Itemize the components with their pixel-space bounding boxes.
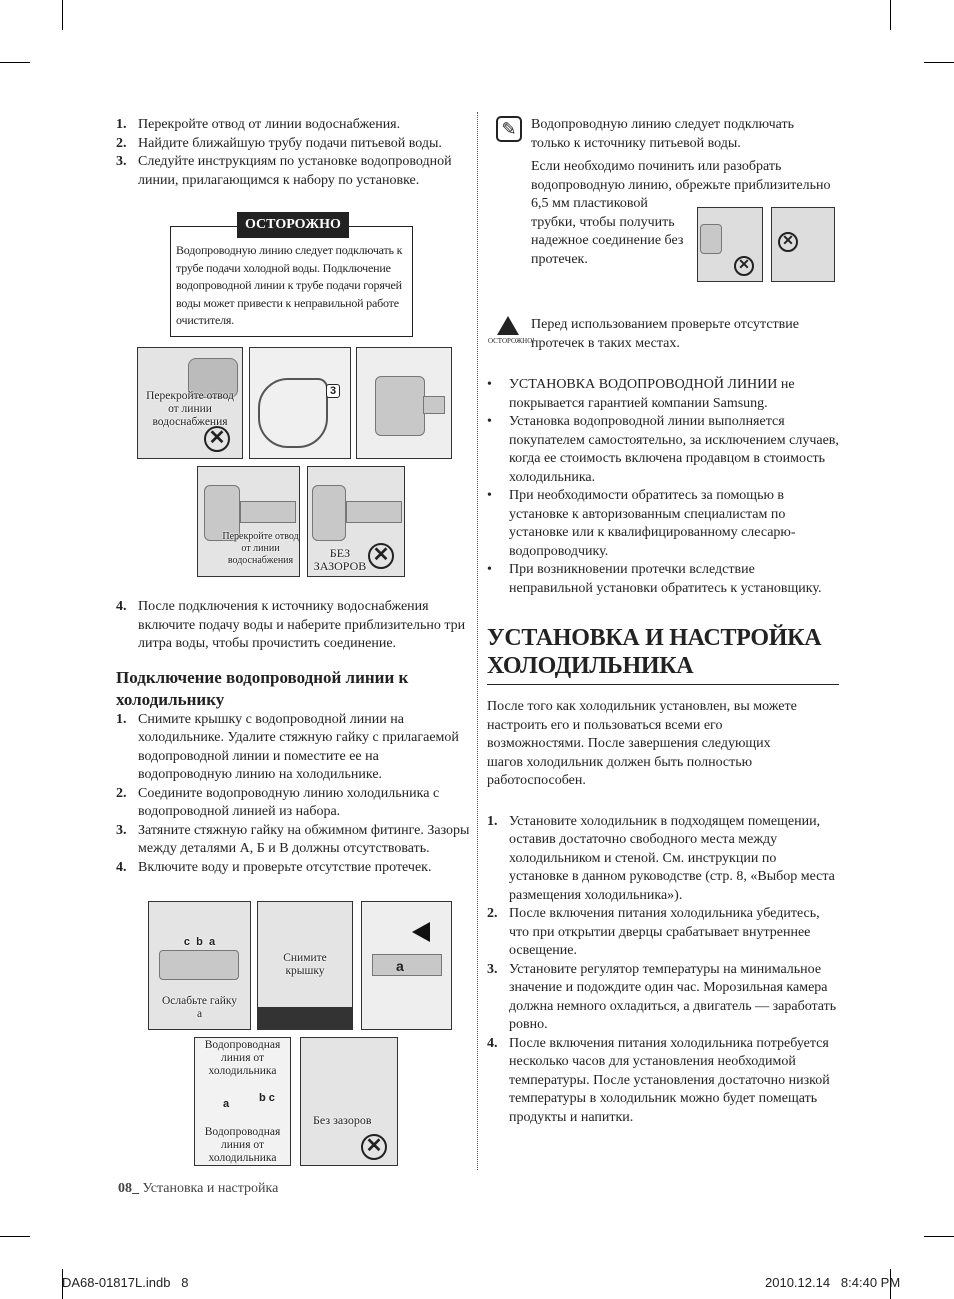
list-item: • Установка водопроводной линии выполняется покупателем самостоятельно, за исключением случаев, когда ее стоимость включена продавцом в стоимость холодильника. [487,413,839,487]
crop-mark [0,1236,30,1237]
print-date: 2010.12.14 8:4:40 PM [765,1275,901,1290]
illustration-shutoff-valve: ✕ Перекройте отвод от линии водоснабжения [137,347,243,459]
prohibited-icon: ✕ [368,543,394,569]
warning-text: Перед использованием проверьте отсутствие протечек в таких местах. [531,317,799,351]
intro-text: После того как холодильник установлен, вы можете настроить его и пользоваться всеми его возможностями. После завершения следующих шагов холодильник должен быть полностью работоспособен. [487,699,797,788]
page-footer [118,1180,278,1199]
illustration-loosen-nut: c b a Ослабьте гайку а [148,901,251,1030]
list-item: • При возникновении протечки вследствие неправильной установки обратитесь к установщику. [487,561,839,598]
illustration-no-gaps-2: Без зазоров ✕ [300,1037,398,1166]
list-item: • При необходимости обратитесь за помощью в установке к авторизованным специалистам по установке или к квалифицированному слесарю-водопроводчику. [487,487,839,561]
list-item: 1. Снимите крышку с водопроводной линии на холодильнике. Удалите стяжную гайку с прилагаемой водопроводной линии и поместите ее на водопроводную линию на холодильнике. [116,711,459,782]
illustration-no-gaps: ✕ БЕЗ ЗАЗОРОВ [307,466,405,577]
list-item: 2. Найдите ближайшую трубу подачи питьевой воды. [116,135,442,151]
note-icon: ✎ [496,116,522,142]
illustration-connect-lines: Водопроводная линия от холодильника a b c Водопроводная линия от холодильника [194,1037,291,1166]
steps-list-a [116,116,470,190]
warning-label: ОСТОРОЖНО! [488,337,535,345]
note-text-2: Если необходимо починить или разобрать водопроводную линию, обрежьте приблизительно 6,5 мм пластиковой трубки, чтобы получить надежное соединение без протечек. [531,159,831,267]
list-item: 1. Установите холодильник в подходящем помещении, оставив достаточно свободного места между холодильником и стеной. См. инструкции по установке в данном руководстве (стр. 8, «Выбор места размещения холодильника»). [487,813,835,903]
crop-mark [62,0,63,30]
list-item: • УСТАНОВКА ВОДОПРОВОДНОЙ ЛИНИИ не покрывается гарантией компании Samsung. [487,376,839,413]
illustration-cut-tube [697,207,763,282]
caution-box [170,217,413,337]
steps-list-a-cont [116,598,470,654]
list-item: 4. Включите воду и проверьте отсутствие протечек. [116,859,432,875]
page-number: 08_ [118,1181,139,1196]
file-name: DA68-01817L.indb 8 [62,1275,189,1290]
section-heading: Подключение водопроводной линии к холодильнику [116,667,409,709]
crop-mark [0,62,30,63]
right-column-main [487,376,839,1127]
list-item: 4. После подключения к источнику водоснабжения включите подачу воды и наберите приблизительно три литра воды, чтобы прочистить соединение. [116,599,466,651]
caution-label: ОСТОРОЖНО [237,212,349,238]
illustration-valve-close: Перекройте отвод от линии водоснабжения [197,466,300,577]
illustration-leak-check [771,207,835,282]
list-item: 1. Перекройте отвод от линии водоснабжения. [116,117,401,132]
list-item: 2. После включения питания холодильника убедитесь, что при открытии дверцы срабатывает внутреннее освещение. [487,906,820,958]
column-divider [477,112,478,1170]
list-item: 3. Установите регулятор температуры на минимальное значение и подождите один час. Морозильная камера должна немного охладиться, а двигатель — заработать ровно. [487,961,837,1032]
illustration-fitting [356,347,452,459]
step-number-badge: 3 [326,384,340,398]
illustration-remove-cap: Снимите крышку [257,901,353,1030]
caution-text: Водопроводную линию следует подключать к трубе подачи холодной воды. Подключение водопроводной линии к трубе подачи горячей воды может привести к неправильной работе очистителя. [176,243,403,327]
list-item: 2. Соедините водопроводную линию холодильника с водопроводной линией из набора. [116,785,440,819]
bullet-list [487,376,839,598]
crop-mark [924,1236,954,1237]
list-item: 4. После включения питания холодильника потребуется несколько часов для установления необходимой температуры. После установления достаточно низкой температуры в холодильник можно будет помещать продукты и напитки. [487,1035,830,1125]
warning-icon [497,316,519,335]
illustration-water-line [249,347,351,459]
steps-list-b [116,711,470,878]
setup-steps [487,813,839,1128]
illustration-nut-a: a [361,901,452,1030]
list-item: 3. Следуйте инструкциям по установке водопроводной линии, прилагающимся к набору по установке. [116,154,452,188]
crop-mark [924,62,954,63]
prohibited-icon: ✕ [361,1134,387,1160]
prohibited-icon: ✕ [778,232,798,252]
page-title: УСТАНОВКА И НАСТРОЙКА ХОЛОДИЛЬНИКА [487,624,839,685]
crop-mark [890,0,891,30]
prohibited-icon: ✕ [734,256,754,276]
note-text: Водопроводную линию следует подключать только к источнику питьевой воды. [531,117,794,151]
section-name: Установка и настройка [142,1181,279,1196]
left-column-lower [116,598,470,877]
prohibited-icon: ✕ [204,426,230,452]
list-item: 3. Затяните стяжную гайку на обжимном фитинге. Зазоры между деталями А, Б и В должны отсутствовать. [116,822,470,856]
left-column [116,116,470,190]
